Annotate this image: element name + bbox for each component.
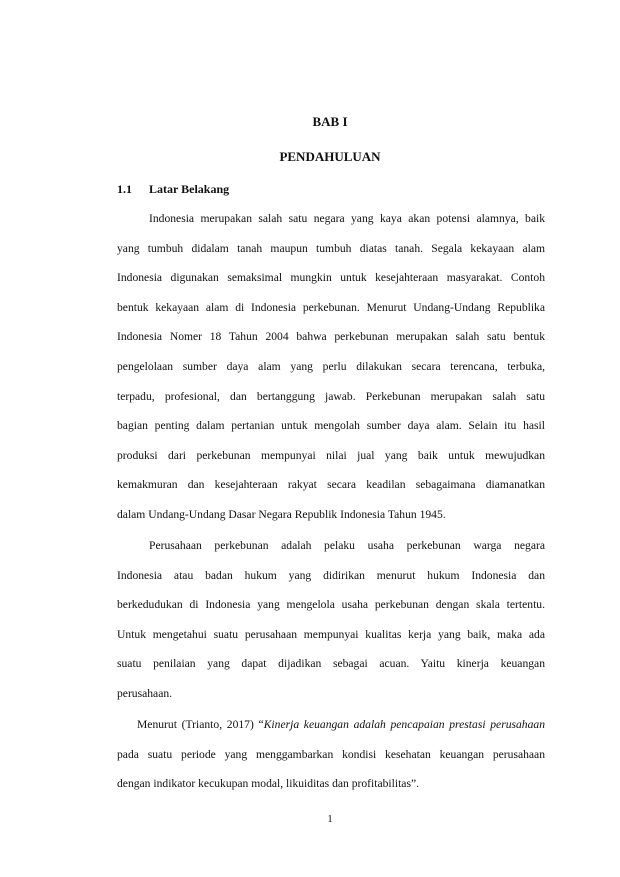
quote-prefix: Menurut (Trianto, 2017) “ — [137, 718, 264, 731]
section-title: Latar Belakang — [149, 182, 230, 196]
text-line: pada suatu periode yang menggambarkan kondisi kesehatan keuangan perusahaan — [117, 747, 545, 761]
text-line: Indonesia digunakan semaksimal mungkin untuk kesejahteraan masyarakat. Contoh — [117, 271, 545, 285]
section-heading — [117, 182, 229, 197]
text-line: Perusahaan perkebunan adalah pelaku usaha perkebunan warga negara — [149, 539, 545, 552]
paragraph-3 — [117, 710, 545, 799]
text-line: terpadu, profesional, dan bertanggung jawab. Perkebunan merupakan salah satu — [117, 389, 545, 403]
text-line: Untuk mengetahui suatu perusahaan mempunyai kualitas kerja yang baik, maka ada — [117, 627, 545, 641]
text-line: pengelolaan sumber daya alam yang perlu dilakukan secara terencana, terbuka, — [117, 359, 545, 373]
paragraph-2 — [117, 531, 545, 709]
paragraph-1 — [117, 204, 545, 530]
quote-text: Kinerja keuangan adalah pencapaian prestasi perusahaan — [263, 718, 545, 731]
text-line: bagian penting dalam pertanian untuk mengolah sumber daya alam. Selain itu hasil — [117, 419, 545, 433]
text-line: bentuk kekayaan alam di Indonesia perkebunan. Menurut Undang-Undang Republika — [117, 300, 545, 314]
page-number: 1 — [327, 813, 333, 825]
text-line: yang tumbuh didalam tanah maupun tumbuh diatas tanah. Segala kekayaan alam — [117, 241, 545, 255]
text-line: dengan indikator kecukupan modal, likuiditas dan profitabilitas”. — [117, 777, 420, 791]
text-line: Indonesia Nomer 18 Tahun 2004 bahwa perkebunan merupakan salah satu bentuk — [117, 330, 545, 344]
text-line: produksi dari perkebunan mempunyai nilai jual yang baik untuk mewujudkan — [117, 448, 545, 462]
chapter-title: PENDAHULUAN — [279, 149, 381, 164]
chapter-number: BAB I — [312, 114, 348, 129]
text-line: Indonesia merupakan salah satu negara yang kaya akan potensi alamnya, baik — [149, 212, 545, 225]
text-line-with-quote — [117, 710, 545, 740]
text-line: berkedudukan di Indonesia yang mengelola usaha perkebunan dengan skala tertentu. — [117, 598, 545, 612]
text-line: kemakmuran dan kesejahteraan rakyat secara keadilan sebagaimana diamanatkan — [117, 478, 545, 492]
text-line: perusahaan. — [117, 686, 173, 700]
text-line: suatu penilaian yang dapat dijadikan sebagai acuan. Yaitu kinerja keuangan — [117, 657, 545, 671]
text-line: dalam Undang-Undang Dasar Negara Republik Indonesia Tahun 1945. — [117, 507, 446, 521]
text-line: Indonesia atau badan hukum yang didirikan menurut hukum Indonesia dan — [117, 568, 545, 582]
section-number: 1.1 — [117, 182, 132, 196]
